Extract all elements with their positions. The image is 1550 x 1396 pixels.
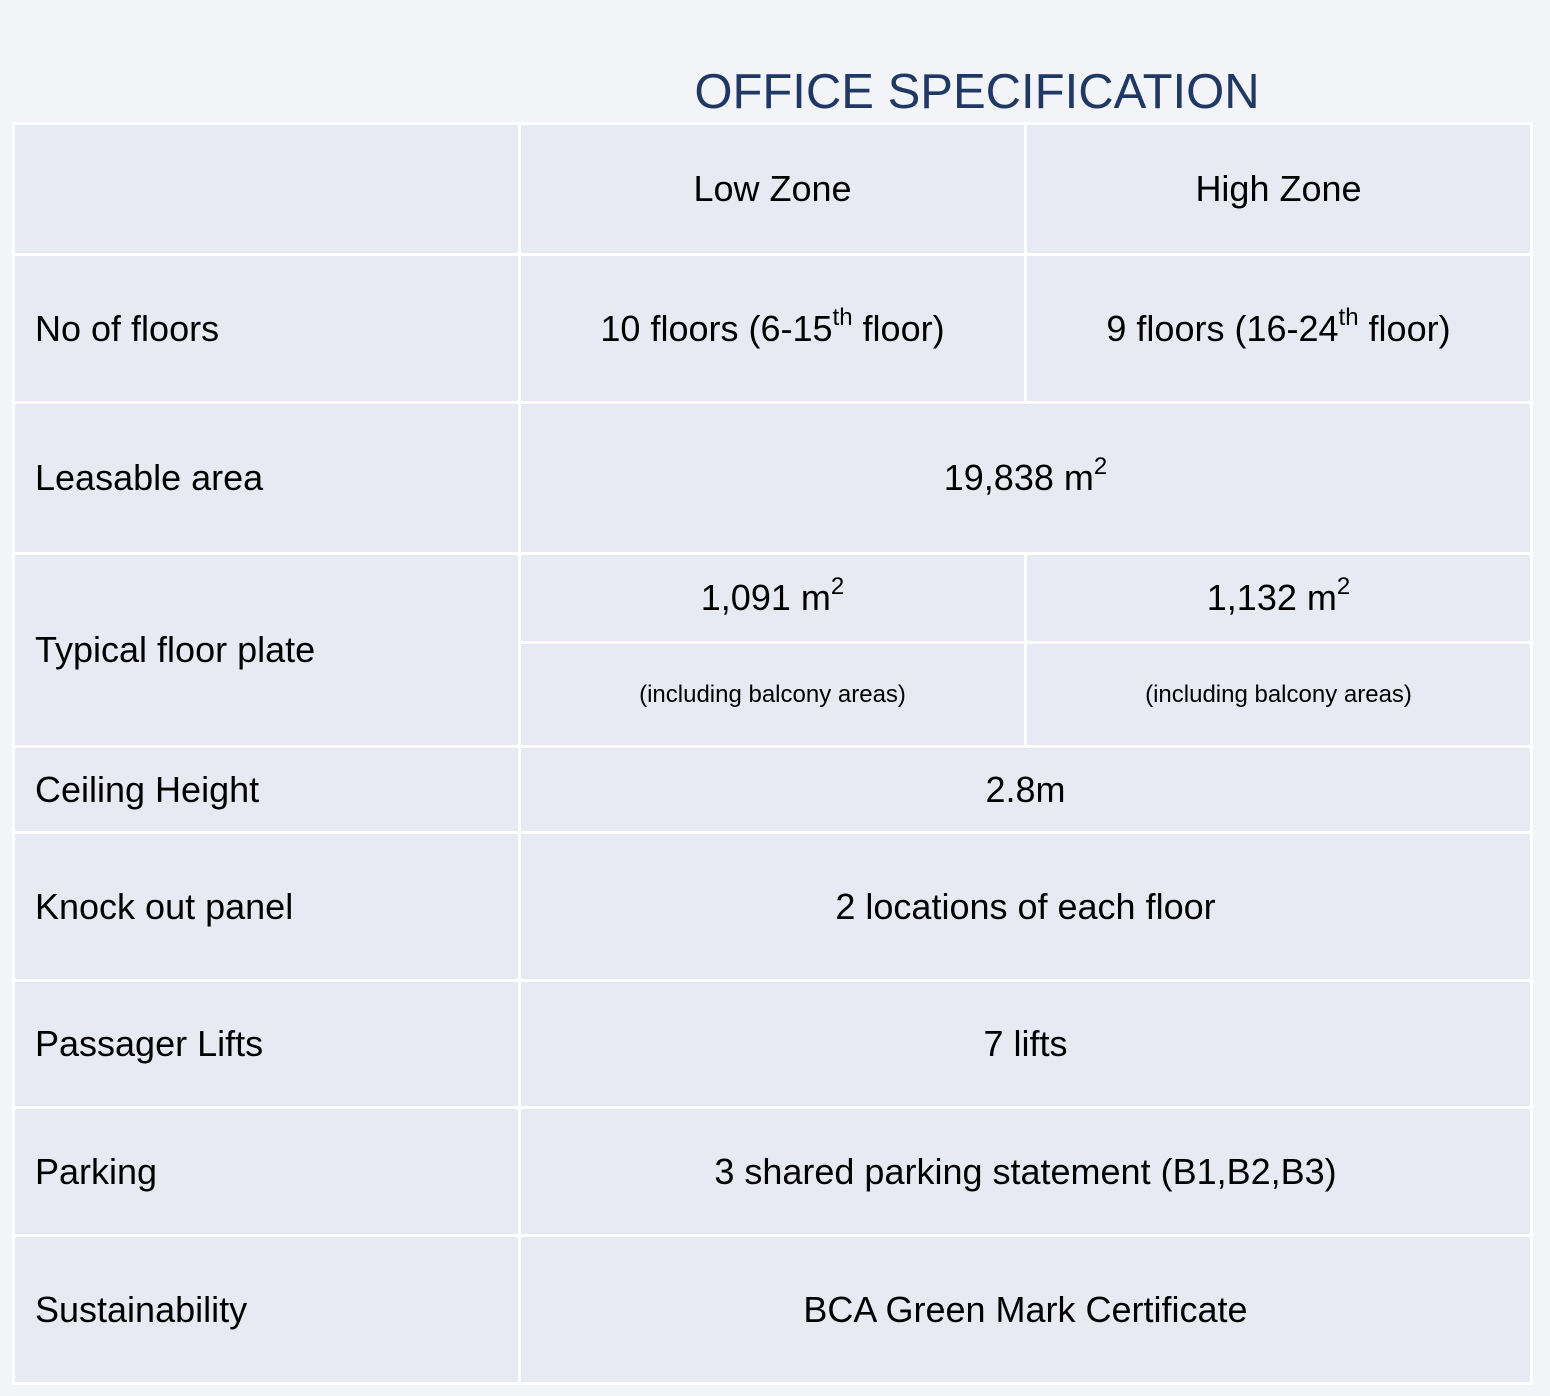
value-text: 9 floors (16-24 <box>1106 307 1339 349</box>
ceiling-height-value: 2.8m <box>520 747 1532 833</box>
row-sustainability <box>14 1236 1532 1384</box>
parking-value: 3 shared parking statement (B1,B2,B3) <box>520 1108 1532 1236</box>
value-text: floor) <box>852 307 945 349</box>
value-text: 1,132 m <box>1206 577 1337 618</box>
value-text: 1,091 m <box>700 577 831 618</box>
high-zone-note: (including balcony areas) <box>1026 643 1532 747</box>
page-title: OFFICE SPECIFICATION <box>694 65 1260 119</box>
superscript: 2 <box>1336 573 1351 600</box>
superscript: 2 <box>830 573 845 600</box>
row-label: Leasable area <box>14 403 520 554</box>
low-zone-note: (including balcony areas) <box>520 643 1026 747</box>
header-high-zone: High Zone <box>1026 124 1532 255</box>
row-typical-floor-plate <box>14 554 1532 643</box>
leasable-area-value <box>520 403 1532 554</box>
table-header-row <box>14 124 1532 255</box>
row-parking <box>14 1108 1532 1236</box>
sustainability-value: BCA Green Mark Certificate <box>520 1236 1532 1384</box>
header-empty-cell <box>14 124 520 255</box>
row-no-of-floors <box>14 255 1532 403</box>
row-label: No of floors <box>14 255 520 403</box>
high-zone-floors <box>1026 255 1532 403</box>
superscript: 2 <box>1093 453 1108 480</box>
header-low-zone: Low Zone <box>520 124 1026 255</box>
passager-lifts-value: 7 lifts <box>520 981 1532 1108</box>
row-leasable-area <box>14 403 1532 554</box>
knock-out-panel-value: 2 locations of each floor <box>520 833 1532 981</box>
row-label: Passager Lifts <box>14 981 520 1108</box>
row-label: Parking <box>14 1108 520 1236</box>
row-passager-lifts <box>14 981 1532 1108</box>
value-text: 19,838 m <box>943 457 1094 498</box>
row-label: Typical floor plate <box>14 554 520 747</box>
row-label: Knock out panel <box>14 833 520 981</box>
high-zone-floor-plate <box>1026 554 1532 643</box>
value-text: 10 floors (6-15 <box>600 307 833 349</box>
office-specification-table <box>12 122 1533 1385</box>
low-zone-floors <box>520 255 1026 403</box>
superscript: th <box>1338 303 1359 331</box>
row-knock-out-panel <box>14 833 1532 981</box>
superscript: th <box>832 303 853 331</box>
row-label: Sustainability <box>14 1236 520 1384</box>
low-zone-floor-plate <box>520 554 1026 643</box>
row-ceiling-height <box>14 747 1532 833</box>
row-label: Ceiling Height <box>14 747 520 833</box>
value-text: floor) <box>1358 307 1451 349</box>
